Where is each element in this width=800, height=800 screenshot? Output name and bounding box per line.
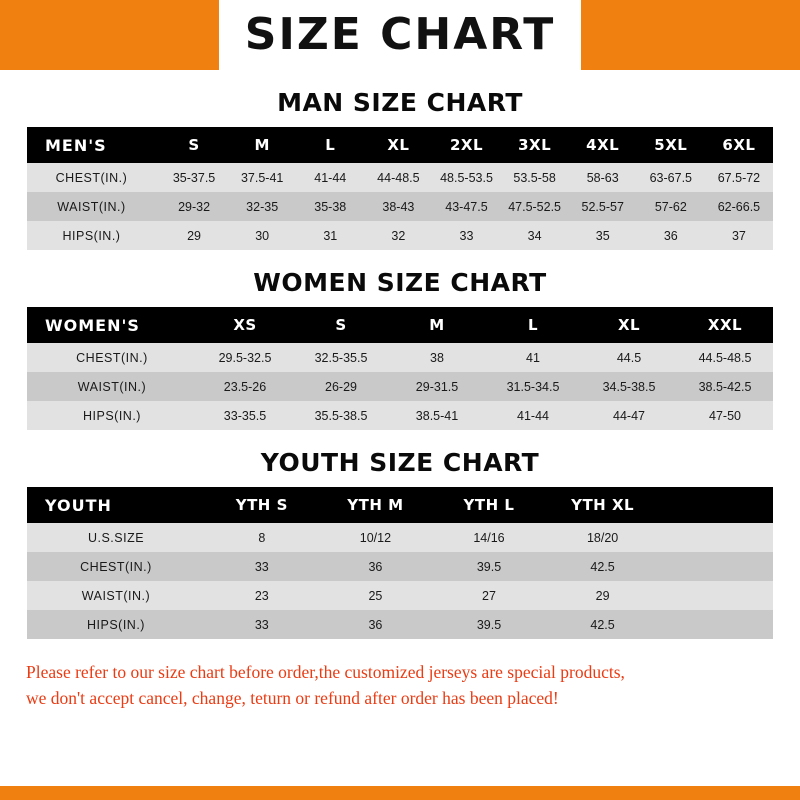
youth-ussize-s: 8: [205, 523, 319, 552]
women-chest-s: 32.5-35.5: [293, 343, 389, 372]
youth-waist-m: 25: [319, 581, 433, 610]
men-row-head-label: MEN'S: [27, 127, 160, 163]
table-row: [27, 401, 773, 430]
women-chest-xs: 29.5-32.5: [197, 343, 293, 372]
women-row-head-label: WOMEN'S: [27, 307, 197, 343]
men-chest-4xl: 58-63: [569, 163, 637, 192]
women-waist-xs: 23.5-26: [197, 372, 293, 401]
youth-hips-l: 39.5: [432, 610, 546, 639]
youth-row-head-label: YOUTH: [27, 487, 205, 523]
men-table-head: [27, 127, 773, 163]
men-hips-m: 30: [228, 221, 296, 250]
bottom-accent-bar: [0, 786, 800, 800]
men-chest-6xl: 67.5-72: [705, 163, 773, 192]
youth-col-l: YTH L: [432, 487, 546, 523]
men-waist-2xl: 43-47.5: [432, 192, 500, 221]
men-chest-m: 37.5-41: [228, 163, 296, 192]
men-hips-4xl: 35: [569, 221, 637, 250]
women-row-label-hips: HIPS(IN.): [27, 401, 197, 430]
women-col-l: L: [485, 307, 581, 343]
youth-waist-s: 23: [205, 581, 319, 610]
youth-col-spacer: [659, 487, 773, 523]
youth-section: [0, 448, 800, 639]
page-title: SIZE CHART: [219, 0, 581, 70]
men-chest-s: 35-37.5: [160, 163, 228, 192]
women-waist-xl: 34.5-38.5: [581, 372, 677, 401]
men-waist-xl: 38-43: [364, 192, 432, 221]
table-row: [27, 581, 773, 610]
men-table-body: [27, 163, 773, 250]
youth-col-m: YTH M: [319, 487, 433, 523]
men-col-s: S: [160, 127, 228, 163]
men-hips-xl: 32: [364, 221, 432, 250]
men-chest-l: 41-44: [296, 163, 364, 192]
women-hips-m: 38.5-41: [389, 401, 485, 430]
women-col-m: M: [389, 307, 485, 343]
women-chest-m: 38: [389, 343, 485, 372]
youth-chest-spacer: [659, 552, 773, 581]
men-chest-5xl: 63-67.5: [637, 163, 705, 192]
men-chest-xl: 44-48.5: [364, 163, 432, 192]
women-col-xxl: XXL: [677, 307, 773, 343]
table-row: [27, 163, 773, 192]
youth-waist-spacer: [659, 581, 773, 610]
women-section: [0, 268, 800, 430]
women-row-label-chest: CHEST(IN.): [27, 343, 197, 372]
youth-row-label-chest: CHEST(IN.): [27, 552, 205, 581]
youth-ussize-m: 10/12: [319, 523, 433, 552]
youth-chest-l: 39.5: [432, 552, 546, 581]
men-size-table: [27, 127, 773, 250]
women-table-head: [27, 307, 773, 343]
men-waist-4xl: 52.5-57: [569, 192, 637, 221]
women-waist-xxl: 38.5-42.5: [677, 372, 773, 401]
men-hips-5xl: 36: [637, 221, 705, 250]
men-waist-3xl: 47.5-52.5: [501, 192, 569, 221]
men-waist-s: 29-32: [160, 192, 228, 221]
women-hips-xs: 33-35.5: [197, 401, 293, 430]
men-row-label-hips: HIPS(IN.): [27, 221, 160, 250]
youth-col-s: YTH S: [205, 487, 319, 523]
men-col-4xl: 4XL: [569, 127, 637, 163]
men-hips-3xl: 34: [501, 221, 569, 250]
women-col-s: S: [293, 307, 389, 343]
footer-line-2: we don't accept cancel, change, teturn or refund after order has been placed!: [26, 688, 559, 709]
table-row: [27, 192, 773, 221]
women-row-label-waist: WAIST(IN.): [27, 372, 197, 401]
table-row: [27, 343, 773, 372]
table-header-row: [27, 307, 773, 343]
men-section-title: MAN SIZE CHART: [277, 88, 523, 117]
youth-ussize-xl: 18/20: [546, 523, 660, 552]
women-col-xs: XS: [197, 307, 293, 343]
women-section-title: WOMEN SIZE CHART: [253, 268, 547, 297]
women-hips-s: 35.5-38.5: [293, 401, 389, 430]
men-row-label-waist: WAIST(IN.): [27, 192, 160, 221]
women-chest-xxl: 44.5-48.5: [677, 343, 773, 372]
men-col-l: L: [296, 127, 364, 163]
women-waist-m: 29-31.5: [389, 372, 485, 401]
youth-hips-m: 36: [319, 610, 433, 639]
men-col-6xl: 6XL: [705, 127, 773, 163]
table-row: [27, 552, 773, 581]
men-row-label-chest: CHEST(IN.): [27, 163, 160, 192]
youth-col-xl: YTH XL: [546, 487, 660, 523]
youth-chest-s: 33: [205, 552, 319, 581]
youth-chest-m: 36: [319, 552, 433, 581]
table-header-row: [27, 127, 773, 163]
youth-hips-spacer: [659, 610, 773, 639]
footer-line-1: Please refer to our size chart before order,the customized jerseys are special products,: [26, 662, 625, 682]
youth-row-label-hips: HIPS(IN.): [27, 610, 205, 639]
women-hips-xl: 44-47: [581, 401, 677, 430]
women-chest-l: 41: [485, 343, 581, 372]
youth-waist-xl: 29: [546, 581, 660, 610]
men-hips-s: 29: [160, 221, 228, 250]
men-col-m: M: [228, 127, 296, 163]
men-waist-l: 35-38: [296, 192, 364, 221]
youth-size-table: [27, 487, 773, 639]
youth-ussize-l: 14/16: [432, 523, 546, 552]
header-banner: [0, 0, 800, 70]
men-col-5xl: 5XL: [637, 127, 705, 163]
youth-hips-s: 33: [205, 610, 319, 639]
youth-chest-xl: 42.5: [546, 552, 660, 581]
table-row: [27, 523, 773, 552]
youth-row-label-waist: WAIST(IN.): [27, 581, 205, 610]
table-row: [27, 610, 773, 639]
women-table-body: [27, 343, 773, 430]
men-section: [0, 88, 800, 250]
footer-disclaimer: [0, 659, 800, 712]
women-chest-xl: 44.5: [581, 343, 677, 372]
men-hips-l: 31: [296, 221, 364, 250]
men-col-2xl: 2XL: [432, 127, 500, 163]
women-hips-xxl: 47-50: [677, 401, 773, 430]
youth-table-body: [27, 523, 773, 639]
youth-table-head: [27, 487, 773, 523]
men-hips-6xl: 37: [705, 221, 773, 250]
men-col-xl: XL: [364, 127, 432, 163]
table-row: [27, 372, 773, 401]
youth-section-title: YOUTH SIZE CHART: [260, 448, 540, 477]
table-row: [27, 221, 773, 250]
women-hips-l: 41-44: [485, 401, 581, 430]
youth-ussize-spacer: [659, 523, 773, 552]
youth-waist-l: 27: [432, 581, 546, 610]
women-col-xl: XL: [581, 307, 677, 343]
men-chest-3xl: 53.5-58: [501, 163, 569, 192]
men-hips-2xl: 33: [432, 221, 500, 250]
women-waist-s: 26-29: [293, 372, 389, 401]
women-waist-l: 31.5-34.5: [485, 372, 581, 401]
men-chest-2xl: 48.5-53.5: [432, 163, 500, 192]
men-waist-m: 32-35: [228, 192, 296, 221]
men-col-3xl: 3XL: [501, 127, 569, 163]
men-waist-5xl: 57-62: [637, 192, 705, 221]
men-waist-6xl: 62-66.5: [705, 192, 773, 221]
youth-row-label-ussize: U.S.SIZE: [27, 523, 205, 552]
youth-hips-xl: 42.5: [546, 610, 660, 639]
women-size-table: [27, 307, 773, 430]
table-header-row: [27, 487, 773, 523]
